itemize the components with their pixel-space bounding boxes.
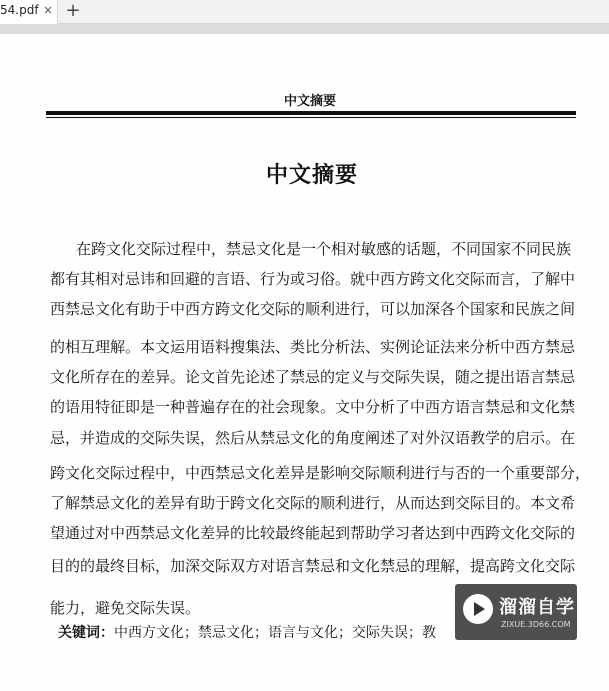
tab-title[interactable]: 54.pdf bbox=[0, 3, 39, 17]
header-rule-thin bbox=[46, 117, 576, 118]
new-tab-button[interactable]: + bbox=[65, 0, 81, 21]
paragraph-line: 跨文化交际过程中，中西禁忌文化差异是影响交际顺利进行与否的一个重要部分， bbox=[50, 464, 591, 482]
keywords-text: 中西方文化；禁忌文化；语言与文化；交际失误；教 bbox=[114, 625, 436, 641]
paragraph-line: 能力，避免交际失误。 bbox=[50, 599, 201, 617]
paragraph-line: 西禁忌文化有助于中西方跨文化交际的顺利进行，可以加深各个国家和民族之间 bbox=[50, 300, 576, 318]
page-title: 中文摘要 bbox=[265, 162, 358, 188]
close-icon[interactable]: × bbox=[43, 3, 54, 17]
watermark-brand: 溜溜自学 bbox=[499, 597, 575, 618]
running-header: 中文摘要 bbox=[283, 94, 336, 109]
tab-bar bbox=[0, 0, 609, 24]
paragraph-line: 目的的最终目标，加深交际双方对语言禁忌和文化禁忌的理解，提高跨文化交际 bbox=[50, 557, 576, 575]
paragraph-line: 的相互理解。本文运用语料搜集法、类比分析法、实例论证法来分析中西方禁忌 bbox=[50, 338, 576, 356]
watermark-domain: ZIXUE.3D66.COM bbox=[501, 620, 571, 629]
play-logo-icon bbox=[463, 594, 493, 624]
document-tab[interactable] bbox=[0, 0, 58, 24]
paragraph-line: 的语用特征即是一种普遍存在的社会现象。文中分析了中西方语言禁忌和文化禁 bbox=[50, 398, 576, 416]
paragraph-line: 文化所存在的差异。论文首先论述了禁忌的定义与交际失误，随之提出语言禁忌 bbox=[50, 368, 576, 386]
paragraph-line: 都有其相对忌讳和回避的言语、行为或习俗。就中西方跨文化交际而言，了解中 bbox=[50, 270, 576, 288]
watermark-badge bbox=[455, 584, 577, 640]
viewer-gap bbox=[0, 24, 609, 34]
keywords-label: 关键词： bbox=[58, 625, 114, 641]
paragraph-line: 望通过对中西禁忌文化差异的比较最终能起到帮助学习者达到中西跨文化交际的 bbox=[50, 524, 576, 542]
keywords-line bbox=[58, 622, 436, 642]
paragraph-line: 在跨文化交际过程中，禁忌文化是一个相对敏感的话题，不同国家不同民族 bbox=[76, 240, 572, 258]
header-rule-thick bbox=[46, 111, 576, 115]
paragraph-line: 了解禁忌文化的差异有助于跨文化交际的顺利进行，从而达到交际目的。本文希 bbox=[50, 494, 576, 512]
paragraph-line: 忌，并造成的交际失误，然后从禁忌文化的角度阐述了对外汉语教学的启示。在 bbox=[50, 429, 576, 447]
